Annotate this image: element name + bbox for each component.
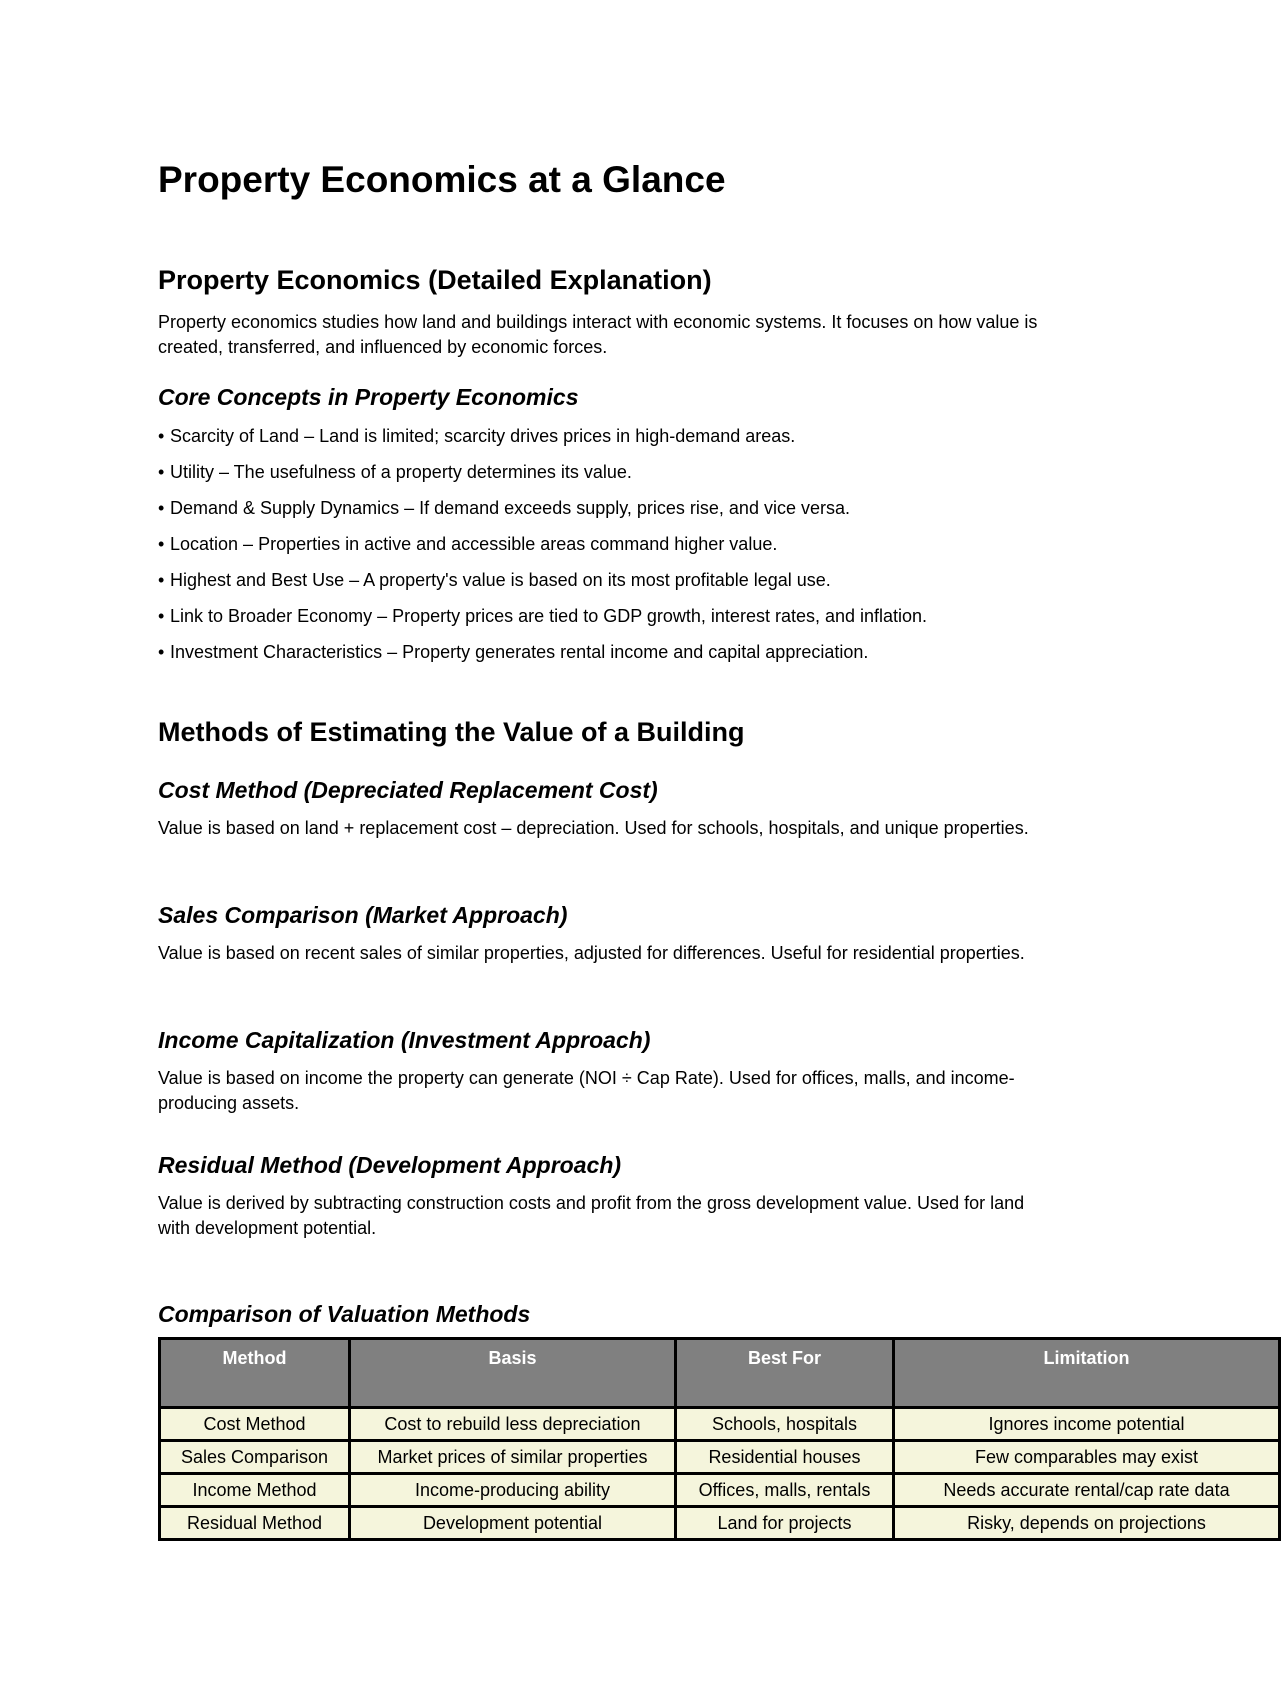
table-cell: Ignores income potential — [894, 1408, 1280, 1441]
section-heading-property-economics: Property Economics (Detailed Explanation) — [158, 265, 712, 295]
comparison-table — [158, 1337, 1281, 1541]
table-row — [160, 1441, 1280, 1474]
list-item: • Link to Broader Economy – Property prices are tied to GDP growth, interest rates, and inflation. — [158, 604, 1058, 640]
list-item: • Demand & Supply Dynamics – If demand exceeds supply, prices rise, and vice versa. — [158, 496, 1058, 532]
table-cell: Offices, malls, rentals — [676, 1474, 894, 1507]
comparison-table-container — [158, 1337, 1230, 1541]
table-row — [160, 1507, 1280, 1540]
column-header-basis: Basis — [350, 1339, 676, 1408]
core-concepts-heading: Core Concepts in Property Economics — [158, 384, 579, 410]
table-cell: Cost to rebuild less depreciation — [350, 1408, 676, 1441]
table-cell: Market prices of similar properties — [350, 1441, 676, 1474]
column-header-best-for: Best For — [676, 1339, 894, 1408]
bullet-icon: • — [158, 462, 165, 482]
comparison-table-title: Comparison of Valuation Methods — [158, 1301, 531, 1327]
method-heading-sales-comparison: Sales Comparison (Market Approach) — [158, 902, 568, 928]
method-text-residual: Value is derived by subtracting construction costs and profit from the gross development value. Used for land with development potential. — [158, 1193, 1025, 1238]
bullet-icon: • — [158, 642, 165, 662]
table-cell: Land for projects — [676, 1507, 894, 1540]
method-heading-income-capitalization: Income Capitalization (Investment Approach) — [158, 1027, 651, 1053]
list-item: • Investment Characteristics – Property generates rental income and capital appreciation. — [158, 640, 1058, 676]
table-cell: Schools, hospitals — [676, 1408, 894, 1441]
table-cell: Income-producing ability — [350, 1474, 676, 1507]
core-concepts-list — [158, 424, 1058, 676]
section-intro-paragraph: Property economics studies how land and buildings interact with economic systems. It focuses on how value is created, transferred, and influenced by economic forces. — [158, 312, 1038, 357]
bullet-icon: • — [158, 534, 165, 554]
bullet-icon: • — [158, 498, 165, 518]
table-cell: Needs accurate rental/cap rate data — [894, 1474, 1280, 1507]
table-cell: Risky, depends on projections — [894, 1507, 1280, 1540]
column-header-limitation: Limitation — [894, 1339, 1280, 1408]
list-item: • Scarcity of Land – Land is limited; scarcity drives prices in high-demand areas. — [158, 424, 1058, 460]
section-heading-valuation-methods: Methods of Estimating the Value of a Building — [158, 717, 745, 747]
method-text-cost: Value is based on land + replacement cost – depreciation. Used for schools, hospitals, and unique properties. — [158, 818, 1029, 838]
table-row — [160, 1474, 1280, 1507]
list-item: • Utility – The usefulness of a property determines its value. — [158, 460, 1058, 496]
method-heading-residual: Residual Method (Development Approach) — [158, 1152, 622, 1178]
method-heading-cost: Cost Method (Depreciated Replacement Cost) — [158, 777, 658, 803]
table-row — [160, 1408, 1280, 1441]
method-text-income-capitalization: Value is based on income the property can generate (NOI ÷ Cap Rate). Used for offices, malls, and income-producing assets. — [158, 1068, 1015, 1113]
table-cell: Development potential — [350, 1507, 676, 1540]
bullet-icon: • — [158, 606, 165, 626]
table-header-row — [160, 1339, 1280, 1408]
page-title: Property Economics at a Glance — [158, 159, 726, 200]
table-cell: Sales Comparison — [160, 1441, 350, 1474]
list-item: • Location – Properties in active and accessible areas command higher value. — [158, 532, 1058, 568]
column-header-method: Method — [160, 1339, 350, 1408]
table-cell: Residential houses — [676, 1441, 894, 1474]
method-text-sales-comparison: Value is based on recent sales of similar properties, adjusted for differences. Useful for residential properties. — [158, 943, 1025, 963]
list-item: • Highest and Best Use – A property's value is based on its most profitable legal use. — [158, 568, 1058, 604]
table-cell: Residual Method — [160, 1507, 350, 1540]
bullet-icon: • — [158, 570, 165, 590]
table-cell: Income Method — [160, 1474, 350, 1507]
bullet-icon: • — [158, 426, 165, 446]
table-cell: Cost Method — [160, 1408, 350, 1441]
table-cell: Few comparables may exist — [894, 1441, 1280, 1474]
